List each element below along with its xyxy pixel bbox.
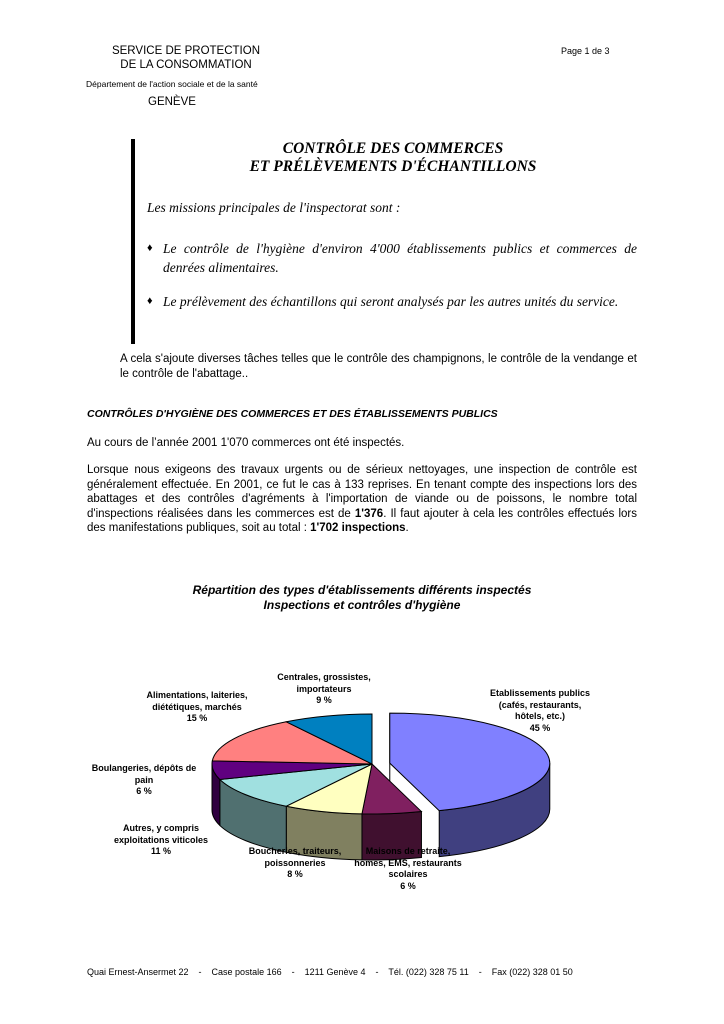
pie-label-line: Alimentations, laiteries, (146, 690, 248, 700)
pie-label-line: hôtels, etc.) (514, 711, 565, 721)
chart-subtitle: Inspections et contrôles d'hygiène (263, 598, 461, 612)
page-number: Page 1 de 3 (561, 46, 610, 56)
pie-label (80, 763, 208, 798)
pie-label-line: diététiques, marchés (152, 701, 242, 712)
chart-title-line-1: Répartition des types d'établissements différents inspectés (192, 583, 532, 597)
text-run: . Il faut ajouter à cela les contrôles effectués lors des manifestations publiques, soit au total : (87, 507, 637, 534)
extra-tasks: A cela s'ajoute diverses tâches telles que le contrôle des champignons, le contrôle de la vendange et le contrôle de l'abattage.. (120, 353, 637, 380)
pie-label-line: 6 % (400, 880, 416, 891)
section-heading: CONTRÔLES D'HYGIÈNE DES COMMERCES ET DES ÉTABLISSEMENTS PUBLICS (87, 408, 498, 420)
org-line-1: SERVICE DE PROTECTION (111, 45, 261, 57)
pie-label-line: poissonneries (264, 857, 326, 868)
pie-label (236, 846, 354, 881)
pie-label-line: 8 % (287, 869, 303, 879)
total-commerce-inspections: 1'376 (354, 507, 384, 520)
pie-label-line: 15 % (186, 713, 208, 723)
org-line-2: DE LA CONSOMMATION (120, 59, 252, 71)
pie-label (263, 672, 385, 707)
pie-label-line: 45 % (529, 722, 551, 733)
pie-label-line: homes, EMS, restaurants (354, 857, 462, 868)
title-line-2: ET PRÉLÈVEMENTS D'ÉCHANTILLONS (249, 158, 537, 175)
title-line-1: CONTRÔLE DES COMMERCES (282, 140, 504, 157)
pie-label-line: exploitations viticoles (113, 834, 209, 845)
pie-label-line: Boulangeries, dépôts de (91, 763, 197, 773)
pie-label-line: Boucheries, traiteurs, (248, 846, 342, 856)
text-run: Lorsque nous exigeons des travaux urgents ou de sérieux nettoyages, une inspection de contrôle est généralement effectuée. En 2001, ce fut le cas à 133 reprises. En tenant compte des inspections lors des abattages et des contrôles d'agréments à l'importation de viande ou de poissons, le nombre total d'inspections réalisées dans les commerces est de (87, 464, 637, 520)
pie-label-line: 11 % (150, 846, 172, 856)
pie-label-line: Autres, y compris (122, 823, 200, 833)
pie-label-line: Centrales, grossistes, (277, 672, 371, 682)
pie-label-line: importateurs (296, 683, 352, 694)
paragraph-inspections-count: Au cours de l’année 2001 1'070 commerces ont été inspectés. (87, 437, 405, 449)
pie-label-line: pain (134, 774, 154, 785)
department: Département de l'action sociale et de la santé (86, 79, 258, 89)
pie-label (130, 690, 264, 725)
pie-label-line: Maisons de retraite, (365, 846, 451, 856)
missions-intro: Les missions principales de l'inspectorat sont : (147, 200, 401, 215)
pie-label-line: 9 % (316, 695, 332, 705)
pie-label-line: (cafés, restaurants, (498, 699, 582, 710)
footer-address: Quai Ernest-Ansermet 22 - Case postale 166 - 1211 Genève 4 - Tél. (022) 328 75 11 - Fax (022) 328 01 50 (87, 967, 573, 977)
text-run: . (405, 522, 409, 534)
city: GENÈVE (148, 96, 196, 108)
total-inspections: 1'702 inspections (310, 522, 406, 534)
bullet-text: Le contrôle de l'hygiène d'environ 4'000 établissements publics et commerces de denrées alimentaires. (163, 241, 637, 275)
pie-label-line: scolaires (388, 869, 428, 879)
diamond-bullet-icon: ♦ (147, 242, 153, 254)
pie-label-line: Etablissements publics (489, 688, 591, 698)
pie-label-line: 6 % (136, 786, 152, 796)
pie-label (470, 688, 610, 734)
pie-label (96, 823, 226, 858)
diamond-bullet-icon: ♦ (147, 295, 153, 307)
bullet-text: Le prélèvement des échantillons qui seront analysés par les autres unités du service. (163, 294, 619, 309)
pie-label (343, 846, 473, 892)
